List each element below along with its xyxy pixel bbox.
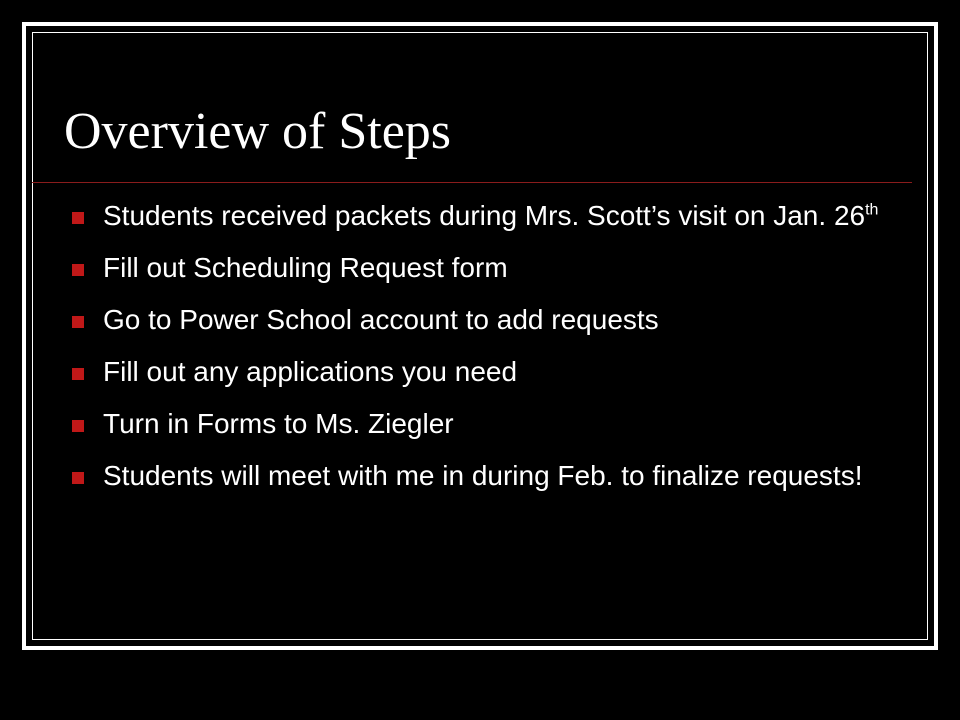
bullet-text: Fill out Scheduling Request form [103,252,508,283]
square-bullet-icon [72,368,84,380]
slide-title: Overview of Steps [64,103,452,160]
bullet-item [72,250,912,285]
square-bullet-icon [72,472,84,484]
title-divider [32,182,912,183]
square-bullet-icon [72,316,84,328]
bullet-text: Students will meet with me in during Feb. to finalize requests! [103,460,863,491]
bullet-text: Students received packets during Mrs. Scott’s visit on Jan. 26th [103,200,879,231]
bullet-text: Turn in Forms to Ms. Ziegler [103,408,454,439]
square-bullet-icon [72,212,84,224]
square-bullet-icon [72,420,84,432]
bullet-item [72,198,912,233]
bullet-item [72,406,912,441]
bullet-text: Fill out any applications you need [103,356,518,387]
bullet-item [72,354,912,389]
bullet-list [72,198,912,510]
square-bullet-icon [72,264,84,276]
bullet-text: Go to Power School account to add requests [103,304,659,335]
bullet-item [72,302,912,337]
bullet-item [72,458,912,493]
ordinal-superscript: th [865,201,879,219]
